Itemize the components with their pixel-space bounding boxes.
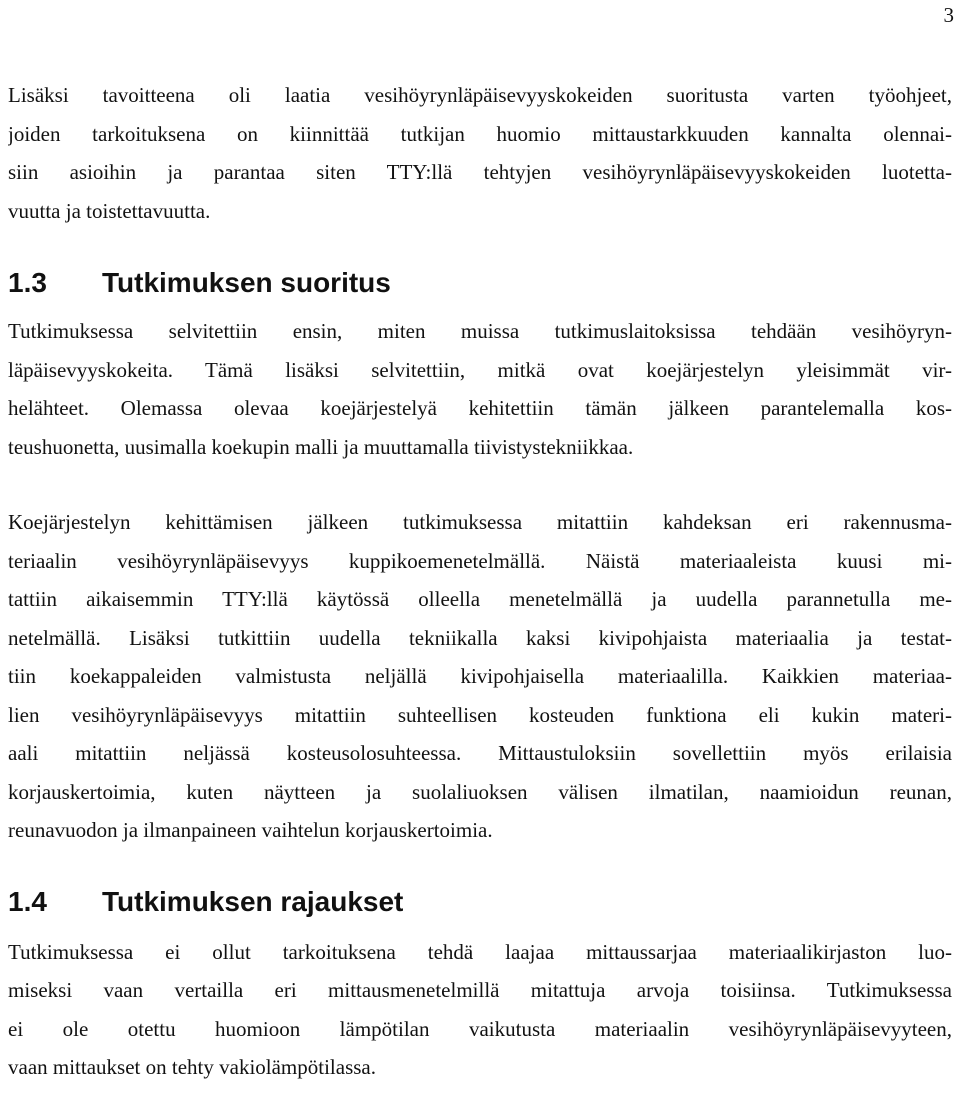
text-line: helähteet. Olemassa olevaa koejärjestelyä kehitettiin tämän jälkeen parantelemalla kos- [8,396,952,420]
text-line: teriaalin vesihöyrynläpäisevyys kuppikoemenetelmällä. Näistä materiaaleista kuusi mi- [8,548,952,573]
section-heading-1-4 [8,885,952,919]
text-line: siin asioihin ja parantaa siten TTY:llä tehtyjen vesihöyrynläpäisevyyskokeiden luotetta- [8,160,952,184]
intro-paragraph [8,76,952,230]
page-number: 3 [943,3,954,27]
text-line: tattiin aikaisemmin TTY:llä käytössä olleella menetelmällä ja uudella parannetulla me- [8,587,952,611]
text-line: vaan mittaukset on tehty vakiolämpötilassa. [8,1055,377,1079]
text-line: Lisäksi tavoitteena oli laatia vesihöyrynläpäisevyyskokeiden suoritusta varten työohjeet, [8,83,952,107]
text-line: vuutta ja toistettavuutta. [8,198,211,223]
section-number: 1.3 [8,267,47,298]
text-line: korjauskertoimia, kuten näytteen ja suolaliuoksen välisen ilmatilan, naamioidun reunan, [8,779,952,804]
section-1-3-paragraph-2 [8,503,952,850]
text-line: netelmällä. Lisäksi tutkittiin uudella tekniikalla kaksi kivipohjaista materiaalia ja testat- [8,625,952,650]
section-1-4-paragraph-1 [8,933,952,1087]
text-line: Tutkimuksessa ei ollut tarkoituksena tehdä laajaa mittaussarjaa materiaalikirjaston luo- [8,939,952,964]
section-1-3-paragraph-1 [8,312,952,466]
paragraph-spacer [8,466,952,503]
text-line: lien vesihöyrynläpäisevyys mitattiin suhteellisen kosteuden funktiona eli kukin materi- [8,702,952,727]
section-number: 1.4 [8,885,47,917]
text-line: tiin koekappaleiden valmistusta neljällä kivipohjaisella materiaalilla. Kaikkien materiaa- [8,664,952,688]
text-line: joiden tarkoituksena on kiinnittää tutkijan huomio mittaustarkkuuden kannalta olennai- [8,121,952,146]
text-line: reunavuodon ja ilmanpaineen vaihtelun korjauskertoimia. [8,818,493,842]
text-line: ei ole otettu huomioon lämpötilan vaikutusta materiaalin vesihöyrynläpäisevyyteen, [8,1016,952,1041]
section-title: Tutkimuksen suoritus [102,267,391,298]
section-title: Tutkimuksen rajaukset [102,885,404,917]
text-line: läpäisevyyskokeita. Tämä lisäksi selvitettiin, mitkä ovat koejärjestelyn yleisimmät vir- [8,357,952,382]
text-line: Koejärjestelyn kehittämisen jälkeen tutkimuksessa mitattiin kahdeksan eri rakennusma- [8,510,952,534]
text-line: miseksi vaan vertailla eri mittausmenetelmillä mitattuja arvoja toisiinsa. Tutkimuksessa [8,978,952,1002]
text-line: aali mitattiin neljässä kosteusolosuhteessa. Mittaustuloksiin sovellettiin myös erilaisia [8,741,952,765]
text-line: Tutkimuksessa selvitettiin ensin, miten muissa tutkimuslaitoksissa tehdään vesihöyryn- [8,319,952,343]
section-heading-1-3 [8,266,952,300]
text-line: teushuonetta, uusimalla koekupin malli ja muuttamalla tiivistystekniikkaa. [8,434,634,459]
document-body [8,76,952,1087]
